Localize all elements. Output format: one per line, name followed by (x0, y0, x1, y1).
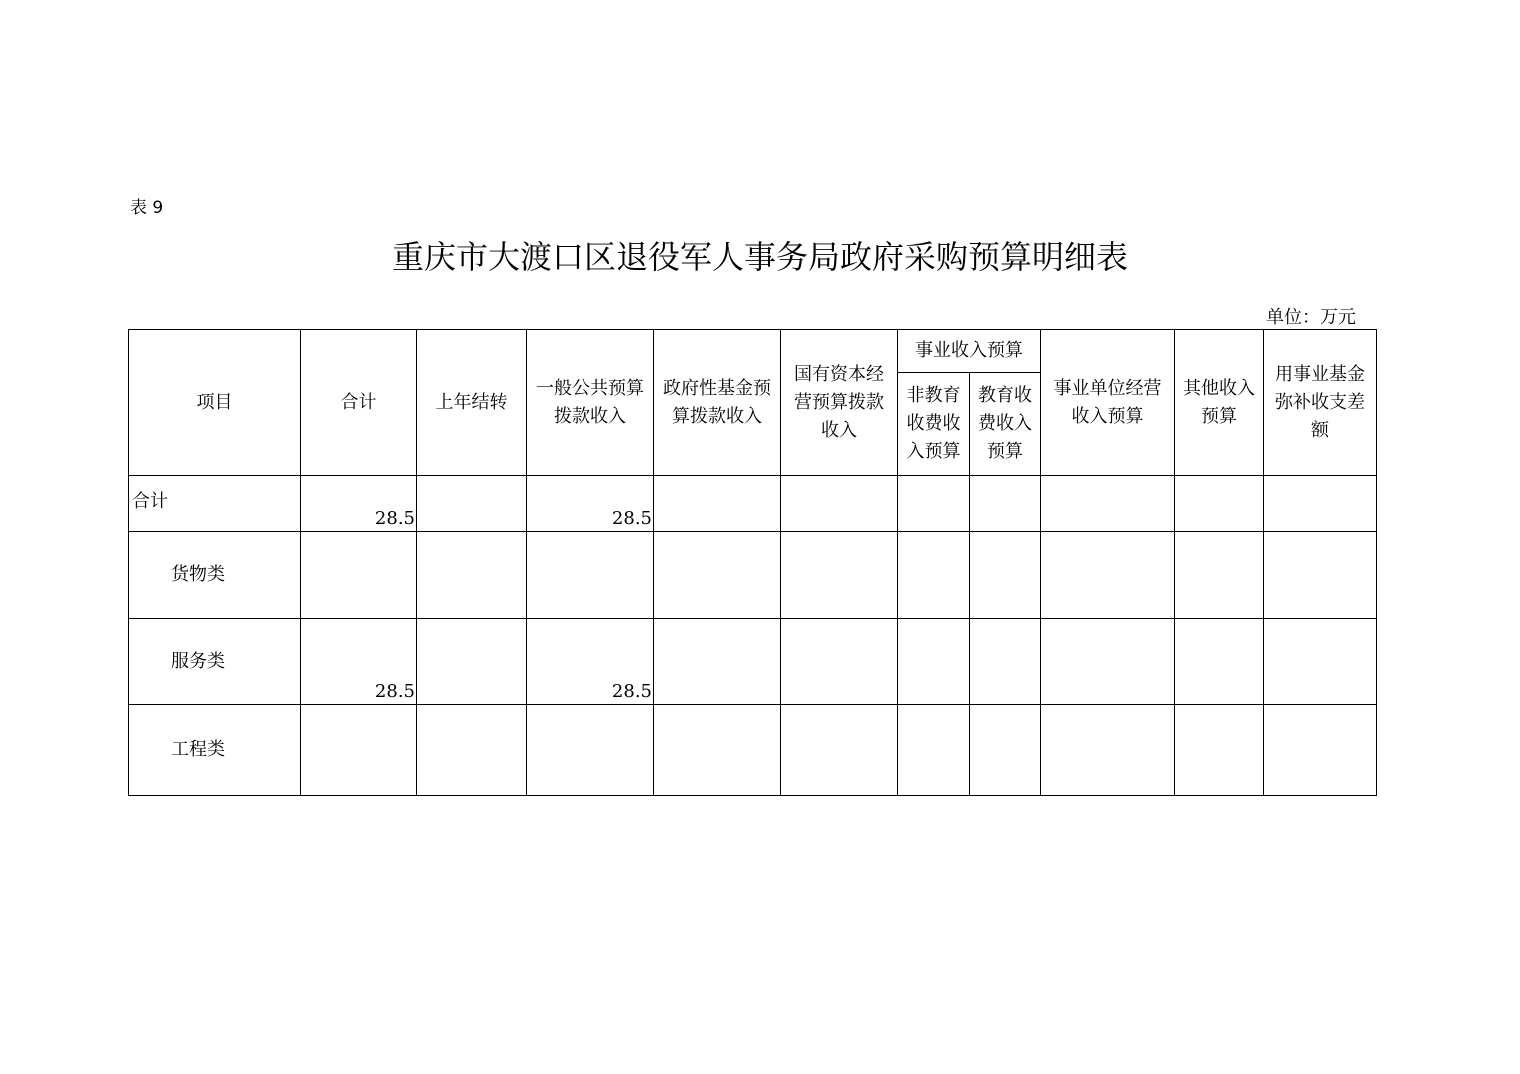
cell-carryover (417, 619, 527, 705)
header-fund-subsidy: 用事业基金弥补收支差额 (1264, 330, 1377, 476)
header-other-income: 其他收入预算 (1175, 330, 1264, 476)
cell (970, 705, 1041, 796)
cell (781, 619, 898, 705)
cell (898, 619, 970, 705)
cell (1175, 619, 1264, 705)
procurement-budget-table (128, 329, 1377, 796)
header-item: 项目 (129, 330, 301, 476)
cell-total: 28.5 (301, 619, 417, 705)
cell (654, 705, 781, 796)
header-total: 合计 (301, 330, 417, 476)
cell-total (301, 705, 417, 796)
cell (1264, 532, 1377, 619)
table-number: 表 9 (130, 198, 164, 218)
document-title: 重庆市大渡口区退役军人事务局政府采购预算明细表 (391, 238, 1128, 276)
header-business-unit-operating: 事业单位经营收入预算 (1041, 330, 1175, 476)
cell-carryover (417, 532, 527, 619)
cell (970, 619, 1041, 705)
cell (970, 476, 1041, 532)
table-row (129, 619, 1377, 705)
header-general-public: 一般公共预算拨款收入 (527, 330, 654, 476)
cell-general-public (527, 705, 654, 796)
header-business-income-group: 事业收入预算 (898, 330, 1041, 373)
cell (781, 532, 898, 619)
cell (781, 476, 898, 532)
row-label: 服务类 (129, 619, 301, 705)
cell (1041, 532, 1175, 619)
header-gov-fund: 政府性基金预算拨款收入 (654, 330, 781, 476)
header-non-edu-fee: 非教育收费收入预算 (898, 373, 970, 476)
cell-general-public (527, 532, 654, 619)
cell (654, 619, 781, 705)
cell (1264, 476, 1377, 532)
cell-general-public: 28.5 (527, 619, 654, 705)
cell (1041, 705, 1175, 796)
cell-total (301, 532, 417, 619)
row-label: 工程类 (129, 705, 301, 796)
cell-carryover (417, 476, 527, 532)
row-label: 货物类 (129, 532, 301, 619)
cell (1041, 476, 1175, 532)
cell (1264, 705, 1377, 796)
cell (970, 532, 1041, 619)
cell (781, 705, 898, 796)
cell (1175, 532, 1264, 619)
table-row (129, 532, 1377, 619)
cell-total: 28.5 (301, 476, 417, 532)
cell (1041, 619, 1175, 705)
header-state-capital: 国有资本经营预算拨款收入 (781, 330, 898, 476)
cell (1264, 619, 1377, 705)
row-label: 合计 (129, 476, 301, 532)
unit-label: 单位：万元 (1266, 307, 1356, 328)
cell (898, 476, 970, 532)
cell (1175, 705, 1264, 796)
header-row-1 (129, 330, 1377, 373)
cell (898, 532, 970, 619)
header-carryover: 上年结转 (417, 330, 527, 476)
cell (654, 532, 781, 619)
cell (898, 705, 970, 796)
table-row (129, 476, 1377, 532)
cell (1175, 476, 1264, 532)
cell (654, 476, 781, 532)
cell-carryover (417, 705, 527, 796)
header-edu-fee: 教育收费收入预算 (970, 373, 1041, 476)
cell-general-public: 28.5 (527, 476, 654, 532)
table-row (129, 705, 1377, 796)
